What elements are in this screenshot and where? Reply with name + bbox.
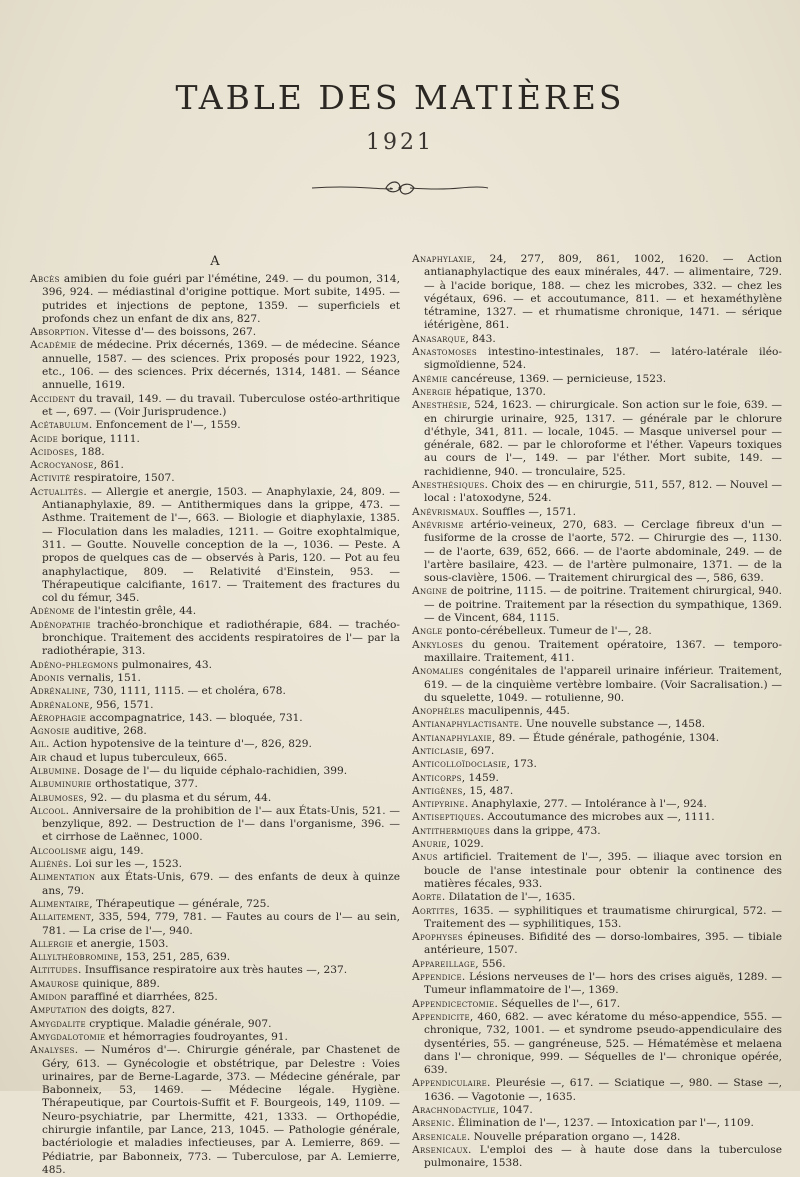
entry-text: orthostatique, 377. — [91, 778, 198, 791]
entry-headword: Adrénalone — [30, 698, 90, 711]
entry-headword: Arsenic — [412, 1117, 452, 1130]
entry-headword: Alcool — [30, 804, 66, 817]
entry-headword: Aliénés — [30, 858, 69, 871]
index-entry — [412, 931, 782, 958]
entry-headword: Anesthésie — [412, 399, 468, 412]
entry-headword: Adonis — [30, 671, 65, 684]
index-entry — [30, 1031, 400, 1044]
entry-headword: Anticlasie — [412, 744, 464, 757]
entry-text: , 24, 277, 809, 861, 1002, 1620. — Action antianaphylactique des eaux minérales, 447. — alimentaire, 729. — à l'acide borique, 188. — chez les microbes, 332. — chez les végétaux, 696. — et accoutumance, 811. — et hexaméthylène tétramine, 1327. — et rhumatisme chronique, 1471. — sérique iétérigène, 861. — [424, 253, 782, 332]
index-entry — [412, 253, 782, 333]
entry-headword: Anticolloïdoclasie — [412, 758, 507, 771]
entry-headword: Appendicite — [412, 1010, 470, 1023]
entry-headword: Alimentaire — [30, 897, 90, 910]
entry-text: . Insuffisance respiratoire aux très hautes —, 237. — [77, 964, 348, 977]
entry-text: . Anniversaire de la prohibition de l'— aux États-Unis, 521. — benzylique, 892. — Destruction de l'— dans l'organisme, 396. — et cirrhose de Laënnec, 1000. — [42, 804, 400, 844]
index-entry — [412, 1131, 782, 1144]
index-entry — [412, 905, 782, 932]
year-label: 1921 — [366, 130, 434, 155]
section-letter: A — [210, 254, 220, 269]
index-entry — [30, 459, 400, 472]
entry-headword: Albumine — [30, 764, 77, 777]
entry-headword: Amaurose — [30, 977, 80, 990]
entry-text: paraffiné et diarrhées, 825. — [66, 991, 218, 1004]
entry-text: intestino-intestinales, 187. — latéro-latérale iléo-sigmoïdienne, 524. — [424, 346, 782, 372]
index-entry — [30, 446, 400, 459]
entry-headword: Anesthésiques — [412, 479, 485, 492]
entry-text: , 1029. — [446, 838, 484, 851]
index-entry — [30, 738, 400, 751]
entry-headword: Appareillage — [412, 957, 476, 970]
entry-text: . Action hypotensive de la teinture d'—, 826, 829. — [45, 738, 312, 751]
index-entry — [30, 712, 400, 725]
entry-headword: Acétabulum — [30, 419, 89, 432]
entry-text: aigu, 149. — [86, 844, 144, 857]
index-entry — [412, 732, 782, 745]
index-entry — [412, 1011, 782, 1077]
index-entry — [30, 792, 400, 805]
entry-text: respiratoire, 1507. — [70, 472, 175, 485]
entry-headword: Anomalies — [412, 665, 464, 678]
index-entry — [412, 758, 782, 771]
entry-text: , 89. — Étude générale, pathogénie, 1304. — [491, 731, 720, 744]
entry-text: des doigts, 827. — [86, 1004, 176, 1017]
index-entry — [30, 898, 400, 911]
index-entry — [30, 765, 400, 778]
index-entry — [412, 346, 782, 373]
index-entry — [412, 373, 782, 386]
entry-headword: Antiseptiques — [412, 811, 481, 824]
entry-headword: Allylthéobromine — [30, 951, 119, 964]
entry-text: artério-veineux, 270, 683. — Cerclage fibreux d'un — fusiforme de la crosse de l'aorte, 572. — Chirurgie des —, 1130. — de l'aorte, 639, 652, 666. — de l'aorte abdominale, 249. — de l'artère basilaire, 423. — de l'artère pulmonaire, 1371. — de la sous-clavière, 1506. — Traitement chirurgical des —, 586, 639. — [424, 518, 782, 585]
entry-headword: Anophèles — [412, 705, 465, 718]
entry-text: vernalis, 151. — [64, 671, 141, 684]
entry-text: dans la grippe, 473. — [490, 824, 601, 837]
index-entry — [412, 745, 782, 758]
entry-headword: Adénome — [30, 605, 75, 618]
entry-text: de poitrine, 1115. — de poitrine. Traitement chirurgical, 940. — de poitrine. Traitement par la résection du sympathique, 1369. — de Vincent, 684, 1115. — [424, 585, 782, 625]
entry-text: , 697. — [463, 744, 495, 757]
entry-headword: Air — [30, 751, 47, 764]
entry-headword: Angle — [412, 625, 443, 638]
index-entry — [412, 785, 782, 798]
ornament-divider — [310, 178, 490, 198]
entry-text: . Loi sur les —, 1523. — [68, 858, 183, 871]
entry-headword: Aortites — [412, 904, 455, 917]
entry-text: trachéo-bronchique et radiothérapie, 684. — trachéo-bronchique. Traitement des accidents respiratoires de l'— par la radiothérapie, 313. — [42, 618, 400, 658]
entry-text: . Souffles —, 1571. — [475, 505, 577, 518]
entry-text: aux États-Unis, 679. — des enfants de deux à quinze ans, 79. — [42, 871, 400, 897]
entry-text: . Nouvelle préparation organo —, 1428. — [466, 1130, 681, 1143]
index-entry — [30, 419, 400, 432]
index-entry — [412, 705, 782, 718]
index-entry — [412, 386, 782, 399]
entry-text: , 188. — [74, 445, 105, 458]
index-entry — [412, 399, 782, 479]
entry-headword: Anergie — [412, 385, 452, 398]
entry-headword: Apophyses — [412, 931, 463, 944]
index-entry — [30, 964, 400, 977]
entry-text: maculipennis, 445. — [464, 705, 570, 718]
index-entry — [30, 1044, 400, 1177]
entry-text: . L'emploi des — à haute dose dans la tuberculose pulmonaire, 1538. — [424, 1143, 782, 1170]
entry-text: du genou. Traitement opératoire, 1367. — temporo-maxillaire. Traitement, 411. — [424, 638, 782, 664]
entry-text: , 524, 1623. — chirurgicale. Son action sur le foie, 639. — en chirurgie urinaire, 925, 1317. — générale par le chlorure d'éthyle, 341, 811. — locale, 1045. — Masque universel pour — générale, 682. — par le chloroforme et l'éther. Vapeurs toxiques au cours de l'—, 149. — par l'éther. Mort subite, 149. — rachidienne, 940. — tronculaire, 525. — [424, 399, 782, 478]
index-entry — [30, 326, 400, 339]
index-entry — [30, 1018, 400, 1031]
entry-headword: Aorte — [412, 891, 442, 904]
entry-headword: Analyses — [30, 1044, 75, 1057]
entry-headword: Antigènes — [412, 784, 463, 797]
index-entry — [30, 991, 400, 1004]
entry-text: , 92. — du plasma et du sérum, 44. — [83, 791, 272, 804]
entry-text: . Séquelles de l'—, 617. — [494, 997, 621, 1010]
index-entry — [30, 699, 400, 712]
entry-text: , 153, 251, 285, 639. — [118, 951, 231, 964]
index-entry — [412, 825, 782, 838]
entry-headword: Amputation — [30, 1004, 87, 1017]
entry-headword: Arsenicaux — [412, 1143, 469, 1156]
entry-headword: Anévrisme — [412, 518, 464, 531]
index-entry — [412, 998, 782, 1011]
index-entry — [30, 858, 400, 871]
index-entry — [30, 938, 400, 951]
entry-headword: Accident — [30, 392, 76, 405]
entry-text: , Thérapeutique — générale, 725. — [89, 897, 270, 910]
entry-headword: Anticorps — [412, 771, 462, 784]
index-entry — [30, 845, 400, 858]
index-entry — [30, 951, 400, 964]
entry-headword: Albumoses — [30, 791, 84, 804]
index-entry — [30, 725, 400, 738]
entry-headword: Acrocyanose — [30, 459, 94, 472]
index-entry — [30, 871, 400, 898]
left-column — [30, 255, 400, 1177]
entry-headword: Adénopathie — [30, 618, 91, 631]
entry-headword: Activité — [30, 472, 71, 485]
index-entry — [412, 838, 782, 851]
entry-text: . Accoutumance des microbes aux —, 1111. — [480, 811, 715, 824]
index-entry — [30, 472, 400, 485]
entry-text: . Une nouvelle substance —, 1458. — [519, 718, 706, 731]
index-entry — [30, 605, 400, 618]
index-entry — [30, 433, 400, 446]
entry-text: . Lésions nerveuses de l'— hors des crises aiguës, 1289. — Tumeur inflammatoire de l'—, 1369. — [424, 971, 782, 997]
entry-text: . Enfoncement de l'—, 1559. — [88, 419, 241, 432]
entry-text: . Vitesse d'— des boissons, 267. — [85, 326, 257, 339]
entry-text: chaud et lupus tuberculeux, 665. — [46, 751, 228, 764]
index-entry — [412, 665, 782, 705]
entry-text: , 15, 487. — [462, 784, 514, 797]
entry-text: , 1635. — syphilitiques et traumatisme chirurgical, 572. — Traitement des — syphilitiques, 153. — [424, 904, 782, 930]
index-entry — [412, 772, 782, 785]
entry-headword: Altitudes — [30, 964, 78, 977]
entry-headword: Antianaphylaxie — [412, 731, 492, 744]
entry-headword: Alcoolisme — [30, 844, 87, 857]
entry-headword: Aérophagie — [30, 711, 87, 724]
entry-headword: Absorption — [30, 326, 86, 339]
entry-text: ponto-cérébelleux. Tumeur de l'—, 28. — [442, 625, 652, 638]
index-entry — [30, 778, 400, 791]
entry-headword: Amygdalite — [30, 1017, 86, 1030]
entry-text: cryptique. Maladie générale, 907. — [85, 1017, 272, 1030]
index-entry — [412, 585, 782, 625]
entry-text: et hémorragies foudroyantes, 91. — [105, 1030, 288, 1043]
entry-text: . Dosage de l'— du liquide céphalo-rachidien, 399. — [76, 764, 348, 777]
entry-headword: Antipyrine — [412, 798, 465, 811]
index-entry — [30, 805, 400, 845]
entry-text: accompagnatrice, 143. — bloquée, 731. — [86, 711, 303, 724]
entry-text: . Pleurésie —, 617. — Sciatique —, 980. — Stase —, 1636. — Vagotonie —, 1635. — [424, 1077, 782, 1103]
entry-headword: Actualités — [30, 485, 84, 498]
entry-headword: Adrénaline — [30, 685, 87, 698]
entry-headword: Albuminurie — [30, 778, 92, 791]
left-entries — [30, 273, 400, 1177]
entry-text: . — Numéros d'—. Chirurgie générale, par Chastenet de Géry, 613. — Gynécologie et obstétrique, par Delestre : Voies urinaires, par de Berne-Lagarde, 373. — Médecine générale, par Babonneix, 53, 1469. — Médecine légale. Hygiène. Thérapeutique, par Courtois-Suffit et F. Bourgeois, 149, 1109. — Neuro-psychiatrie, par Lhermitte, 421, 1333. — Orthopédie, chirurgie infantile, par Lance, 213, 1045. — Pathologie générale, bactériologie et maladies infectieuses, par A. Lemierre, 869. — Pédiatrie, par Babonneix, 773. — Tuberculose, par A. Lemierre, 485. — [42, 1044, 400, 1176]
index-entry — [412, 971, 782, 998]
entry-headword: Anus — [412, 851, 438, 864]
entry-headword: Ankyloses — [412, 638, 464, 651]
index-entry — [412, 1144, 782, 1171]
index-entry — [30, 339, 400, 392]
entry-headword: Amygdalotomie — [30, 1030, 106, 1043]
index-entry — [412, 891, 782, 904]
index-entry — [30, 685, 400, 698]
entry-headword: Acide — [30, 432, 58, 445]
index-entry — [412, 811, 782, 824]
entry-text: pulmonaires, 43. — [118, 658, 212, 671]
entry-text: . Anaphylaxie, 277. — Intolérance à l'—, 924. — [464, 798, 707, 811]
entry-text: , 173. — [506, 758, 537, 771]
index-entry — [30, 393, 400, 420]
entry-headword: Ail — [30, 738, 46, 751]
entry-text: de l'intestin grêle, 44. — [74, 605, 197, 618]
entry-headword: Anasarque — [412, 332, 466, 345]
entry-text: , 460, 682. — avec kératome du méso-appendice, 555. — chronique, 732, 1001. — et syndrome pseudo-appendiculaire des dysentéries, 55. — gangréneuse, 525. — Hématémèse et melaena dans l'— chronique, 999. — Séquelles de l'— chronique opérée, 639. — [424, 1010, 782, 1077]
entry-headword: Académie — [30, 339, 77, 352]
right-entries — [412, 253, 782, 1170]
entry-headword: Anévrismaux — [412, 505, 476, 518]
index-entry — [30, 1004, 400, 1017]
entry-headword: Appendice — [412, 971, 462, 984]
entry-text: . — Allergie et anergie, 1503. — Anaphylaxie, 24, 809. — Antianaphylaxie, 89. — Antithermiques dans la grippe, 473. — Asthme. Traitement de l'—, 663. — Biologie et diaphylaxie, 1385. — Floculation dans les maladies, 1211. — Goitre exophtalmique, 311. — Goutte. Nouvelle conception de la —, 1036. — Peste. A propos de quelques cas de — observés à Paris, 120. — Pot au feu anaphylactique, 809. — Relativité d'Einstein, 953. — Thérapeutique calcifiante, 1617. — Traitement des fractures du col du fémur, 345. — [42, 485, 400, 605]
entry-text: , 335, 594, 779, 781. — Fautes au cours de l'— au sein, 781. — La crise de l'—, 940. — [42, 911, 400, 937]
index-entry — [412, 851, 782, 891]
entry-text: , 1459. — [461, 771, 499, 784]
entry-text: borique, 1111. — [58, 432, 140, 445]
index-entry — [30, 672, 400, 685]
entry-text: , 861. — [93, 459, 124, 472]
entry-headword: Amidon — [30, 991, 67, 1004]
entry-headword: Arsenicale — [412, 1130, 467, 1143]
index-entry — [30, 911, 400, 938]
entry-text: , 556. — [475, 957, 506, 970]
entry-headword: Appendicectomie — [412, 997, 495, 1010]
index-entry — [412, 333, 782, 346]
index-entry — [30, 659, 400, 672]
entry-text: , 1047. — [495, 1104, 533, 1116]
index-entry — [412, 1104, 782, 1117]
entry-text: congénitales de l'appareil urinaire inférieur. Traitement, 619. — de la cinquième vertèbre lombaire. (Voir Sacralisation.) — du squelette, 1049. — rotulienne, 90. — [424, 665, 782, 704]
index-entry — [30, 619, 400, 659]
entry-headword: Allergie — [30, 937, 74, 950]
index-entry — [412, 798, 782, 811]
entry-text: quinique, 889. — [79, 977, 160, 990]
index-entry — [412, 479, 782, 506]
entry-headword: Antianaphylactisante — [412, 718, 520, 731]
entry-headword: Acidoses — [30, 445, 75, 458]
entry-text: cancéreuse, 1369. — pernicieuse, 1523. — [447, 372, 667, 385]
entry-headword: Anémie — [412, 372, 448, 385]
entry-headword: Alimentation — [30, 871, 96, 884]
index-entry — [30, 273, 400, 326]
index-entry — [412, 718, 782, 731]
entry-headword: Antithermiques — [412, 824, 491, 837]
entry-headword: Anastomoses — [412, 346, 477, 359]
index-entry — [412, 506, 782, 519]
index-entry — [412, 625, 782, 638]
entry-text: du travail, 149. — du travail. Tuberculose ostéo-arthritique et —, 697. — (Voir Jurisprudence.) — [42, 392, 400, 418]
index-entry — [412, 1117, 782, 1130]
entry-text: . Choix des — en chirurgie, 511, 557, 812. — Nouvel — local : l'atoxodyne, 524. — [424, 479, 782, 505]
entry-headword: Adéno-phlegmons — [30, 658, 119, 671]
index-entry — [412, 639, 782, 666]
entry-text: , 730, 1111, 1115. — et choléra, 678. — [86, 685, 286, 698]
index-entry — [30, 752, 400, 765]
entry-text: artificiel. Traitement de l'—, 395. — iliaque avec torsion en boucle de l'anse intestinale pour obtenir la continence des matières fécales, 933. — [424, 851, 782, 890]
entry-headword: Arachnodactylie — [412, 1104, 496, 1116]
entry-text: auditive, 268. — [69, 725, 147, 738]
entry-text: , 956, 1571. — [89, 698, 154, 711]
entry-headword: Appendiculaire — [412, 1077, 487, 1090]
entry-text: de médecine. Prix décernés, 1369. — de médecine. Séance annuelle, 1587. — des sciences. Prix proposés pour 1922, 1923, etc., 106. — des sciences. Prix décernés, 1314, 1481. — Séance annuelle, 1619. — [42, 339, 400, 392]
index-entry — [412, 958, 782, 971]
entry-headword: Anurie — [412, 838, 447, 851]
entry-text: et anergie, 1503. — [73, 937, 169, 950]
entry-text: . Dilatation de l'—, 1635. — [441, 891, 576, 904]
entry-text: , 843. — [465, 332, 496, 345]
entry-text: . Élimination de l'—, 1237. — Intoxication par l'—, 1109. — [451, 1117, 754, 1130]
index-entry — [412, 519, 782, 585]
entry-headword: Abcès — [30, 273, 60, 285]
entry-headword: Angine — [412, 585, 448, 598]
entry-text: hépatique, 1370. — [451, 385, 546, 398]
index-entry — [30, 486, 400, 606]
right-column — [412, 253, 782, 1170]
entry-headword: Agnosie — [30, 725, 70, 738]
entry-text: amibien du foie guéri par l'émétine, 249. — du poumon, 314, 396, 924. — médiastinal d'origine pottique. Mort subite, 1495. — putrides et injections de peptone, 1359. — superficiels et profonds chez un enfant de dix ans, 827. — [42, 273, 400, 325]
entry-headword: Anaphylaxie — [412, 253, 473, 265]
entry-headword: Allaitement — [30, 911, 91, 924]
page-title: TABLE DES MATIÈRES — [175, 78, 625, 117]
entry-text: épineuses. Bifidité des — dorso-lombaires, 395. — tibiale antérieure, 1507. — [424, 931, 782, 957]
index-entry — [30, 978, 400, 991]
